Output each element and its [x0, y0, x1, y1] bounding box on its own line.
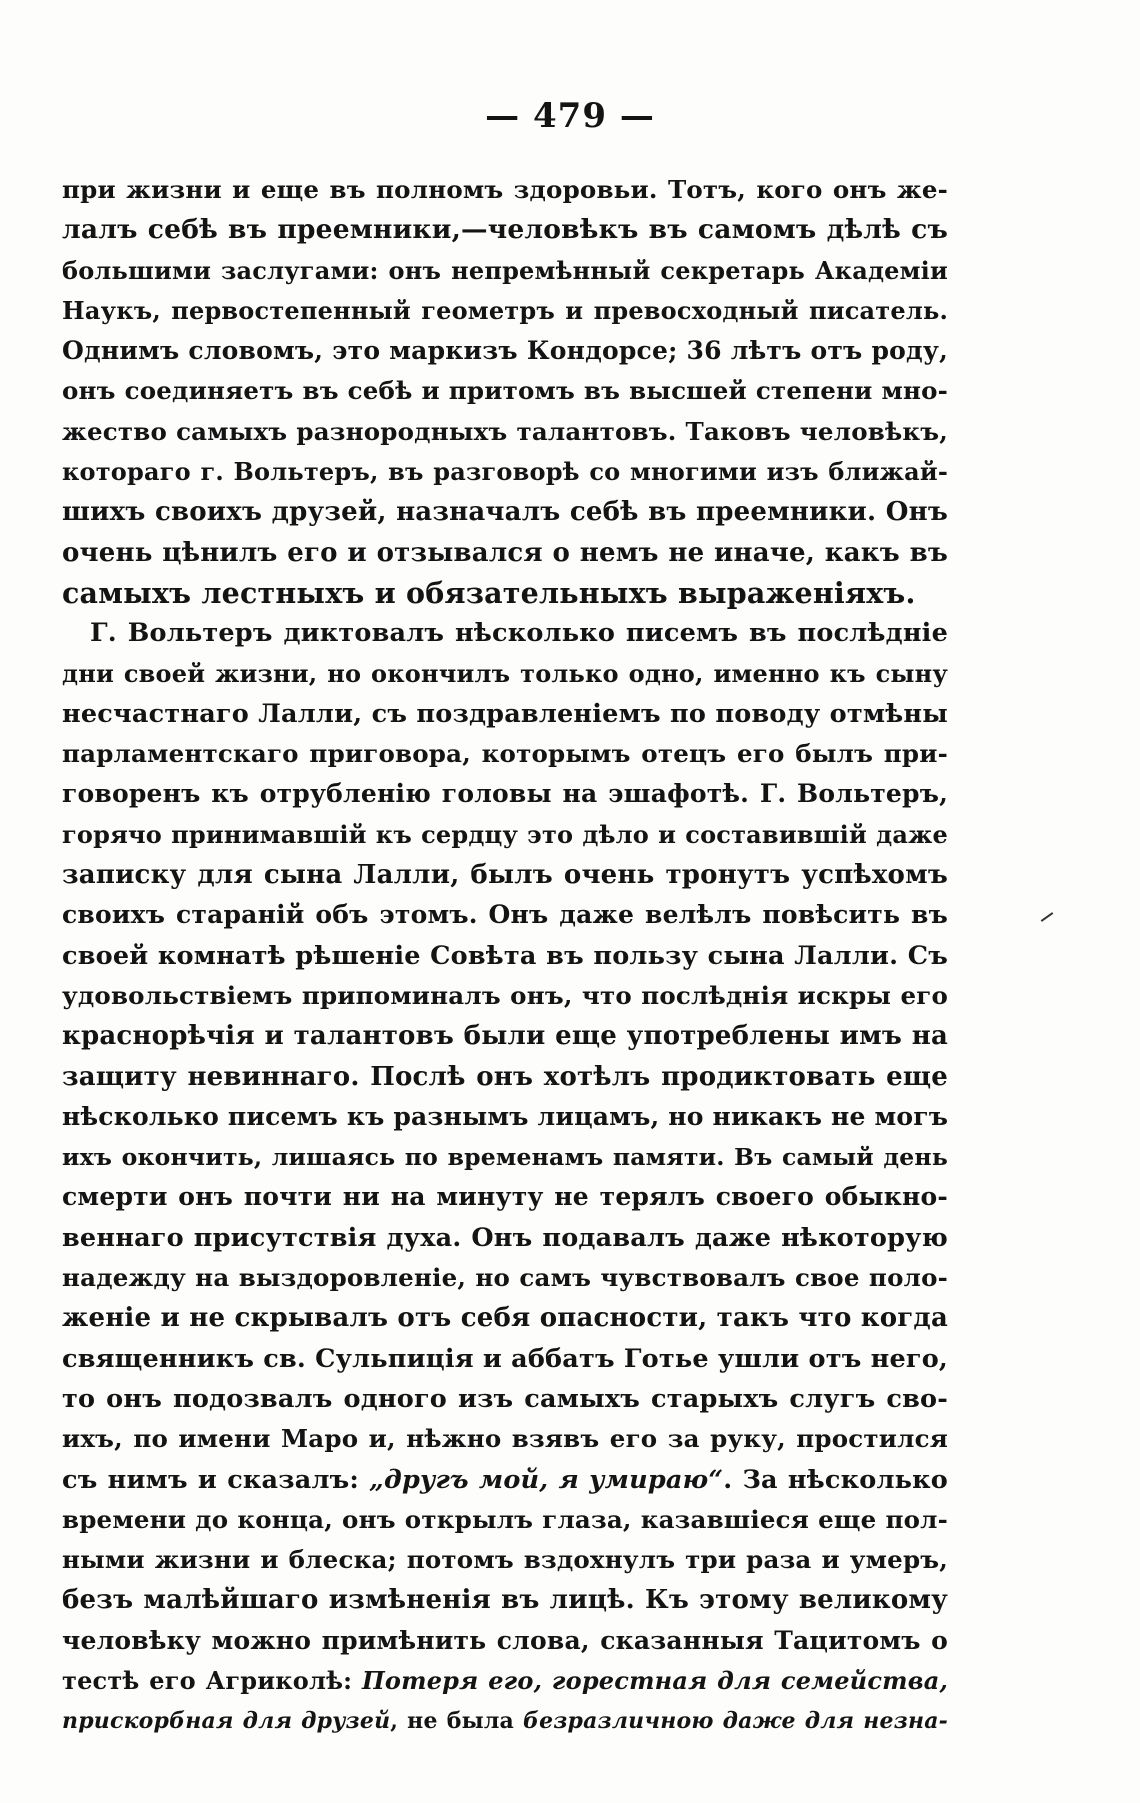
text-line: ихъ окончить, лишаясь по временамъ памяти. Въ самый день — [62, 1143, 948, 1172]
text-line: времени до конца, онъ открылъ глаза, казавшіеся еще пол- — [62, 1504, 948, 1534]
text-line: горячо принимавшій къ сердцу это дѣло и составившій даже — [62, 819, 948, 849]
text-line: при жизни и еще въ полномъ здоровьи. Тотъ, кого онъ же- — [62, 175, 948, 204]
text-line: смерти онъ почти ни на минуту не терялъ своего обыкно- — [62, 1182, 948, 1212]
final-italic-1: прискорбная для друзей — [62, 1708, 391, 1735]
text-line: краснорѣчія и талантовъ были еще употреблены имъ на — [62, 1021, 948, 1052]
text-line: говоренъ къ отрубленію головы на эшафотѣ. Г. Вольтеръ, — [62, 779, 948, 809]
text-line: дни своей жизни, но окончилъ только одно, именно къ сыну — [62, 658, 948, 688]
quote-tail: . За нѣсколько — [723, 1464, 948, 1495]
final-normal: , не была — [390, 1708, 524, 1735]
text-line: лалъ себѣ въ преемники,—человѣкъ въ самомъ дѣлѣ съ — [62, 214, 948, 246]
text-line: удовольствіемъ припоминалъ онъ, что послѣднія искры его — [62, 980, 948, 1010]
text-line: онъ соединяетъ въ себѣ и притомъ въ высшей степени мно- — [62, 376, 948, 406]
text-line: нѣсколько писемъ къ разнымъ лицамъ, но никакъ не могъ — [62, 1101, 949, 1131]
text-line: большими заслугами: онъ непремѣнный секретарь Академіи — [62, 255, 948, 285]
text-line: безъ малѣйшаго измѣненія въ лицѣ. Къ этому великому — [62, 1585, 948, 1616]
agricola-italic: Потеря его, горестная для семейства, — [362, 1665, 948, 1695]
body-text — [62, 170, 948, 1742]
text-line-agricola — [62, 1661, 948, 1701]
text-line: несчастнаго Лалли, съ поздравленіемъ по поводу отмѣны — [62, 698, 948, 729]
text-line: ихъ, по имени Маро и, нѣжно взявъ его за руку, простился — [62, 1424, 948, 1454]
agricola-lead: тестѣ его Агриколѣ: — [62, 1665, 363, 1695]
text-line: защиту невиннаго. Послѣ онъ хотѣлъ продиктовать еще — [62, 1061, 948, 1092]
text-line: котораго г. Вольтеръ, въ разговорѣ со многими изъ ближай- — [62, 457, 948, 487]
final-italic-2: безразличною даже для незна- — [523, 1708, 948, 1735]
margin-pencil-mark — [1041, 912, 1054, 922]
text-line: священникъ св. Сульпиція и аббатъ Готье ушли отъ него, — [62, 1343, 948, 1374]
page-number: — 479 — — [485, 96, 655, 136]
text-line: человѣку можно примѣнить слова, сказанныя Тацитомъ о — [62, 1625, 948, 1655]
text-line: своихъ стараній объ этомъ. Онъ даже велѣлъ повѣсить въ — [62, 900, 948, 930]
text-line: Г. Вольтеръ диктовалъ нѣсколько писемъ въ послѣдніе — [90, 618, 948, 649]
text-line: ными жизни и блеска; потомъ вздохнулъ три раза и умеръ, — [62, 1545, 948, 1575]
text-line: Однимъ словомъ, это маркизъ Кондорсе; 36 лѣтъ отъ роду, — [62, 336, 948, 366]
text-line: то онъ подозвалъ одного изъ самыхъ старыхъ слугъ сво- — [62, 1383, 948, 1414]
text-line: женіе и не скрывалъ отъ себя опасности, такъ что когда — [62, 1303, 948, 1334]
text-line-final — [62, 1701, 948, 1741]
text-line: очень цѣнилъ его и отзывался о немъ не иначе, какъ въ — [62, 537, 948, 568]
text-line: надежду на выздоровленіе, но самъ чувствовалъ свое поло- — [62, 1263, 948, 1293]
quote-italic: „другъ мой, я умираю“ — [369, 1464, 724, 1495]
text-line: самыхъ лестныхъ и обязательныхъ выраженіяхъ. — [62, 575, 916, 610]
text-line-quote — [62, 1460, 948, 1500]
text-line: парламентскаго приговора, которымъ отецъ его былъ при- — [62, 739, 948, 769]
text-line: записку для сына Лалли, былъ очень тронутъ успѣхомъ — [62, 860, 948, 891]
text-line: веннаго присутствія духа. Онъ подавалъ даже нѣкоторую — [62, 1222, 948, 1253]
text-line: Наукъ, первостепенный геометръ и превосходный писатель. — [62, 295, 948, 325]
text-line: своей комнатѣ рѣшеніе Совѣта въ пользу сына Лалли. Съ — [62, 940, 948, 971]
text-line: шихъ своихъ друзей, назначалъ себѣ въ преемники. Онъ — [62, 497, 948, 528]
quote-lead: съ нимъ и сказалъ: — [62, 1464, 370, 1495]
text-line: жество самыхъ разнородныхъ талантовъ. Таковъ человѣкъ, — [62, 416, 948, 446]
